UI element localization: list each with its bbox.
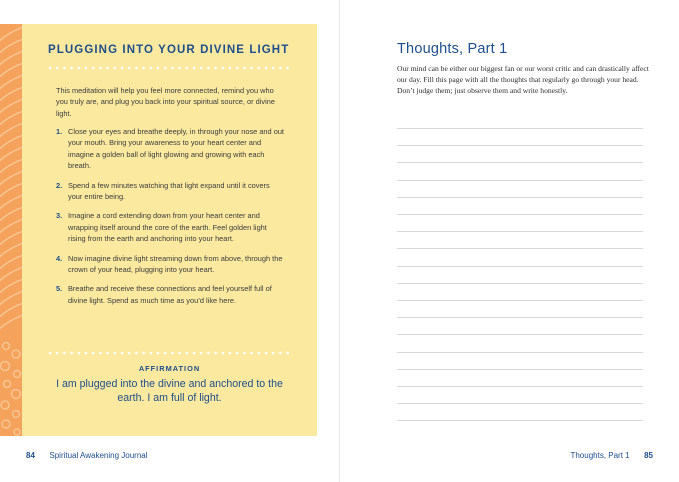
meditation-steps bbox=[56, 126, 284, 314]
divider-dot bbox=[70, 352, 73, 355]
divider-dot bbox=[279, 67, 282, 70]
divider-dot bbox=[286, 352, 289, 355]
divider-dot bbox=[258, 67, 261, 70]
divider-dot bbox=[157, 67, 160, 70]
divider-dot bbox=[193, 352, 196, 355]
divider-dot bbox=[222, 352, 225, 355]
divider-dot bbox=[85, 67, 88, 70]
writing-line bbox=[397, 248, 643, 249]
divider-dot bbox=[265, 352, 268, 355]
writing-line bbox=[397, 369, 643, 370]
divider-dot bbox=[157, 352, 160, 355]
page-gutter bbox=[339, 0, 340, 482]
writing-line bbox=[397, 162, 643, 163]
divider-dot bbox=[250, 67, 253, 70]
divider-dot bbox=[164, 352, 167, 355]
divider-dot bbox=[49, 67, 52, 70]
dotted-divider-top bbox=[48, 66, 294, 70]
divider-dot bbox=[92, 67, 95, 70]
wave-pattern-icon bbox=[0, 24, 22, 436]
step-text: Close your eyes and breathe deeply, in through your nose and out your mouth. Bring your awareness to your heart center and imagine a golden ball of light glowing and growing with each breath. bbox=[68, 127, 284, 171]
panel-title: PLUGGING INTO YOUR DIVINE LIGHT bbox=[48, 44, 290, 56]
writing-line bbox=[397, 334, 643, 335]
divider-dot bbox=[279, 352, 282, 355]
divider-dot bbox=[135, 67, 138, 70]
divider-dot bbox=[114, 352, 117, 355]
divider-dot bbox=[56, 352, 59, 355]
divider-dot bbox=[106, 352, 109, 355]
step-item bbox=[56, 253, 284, 276]
page-title: Thoughts, Part 1 bbox=[397, 41, 508, 57]
divider-dot bbox=[229, 352, 232, 355]
divider-dot bbox=[186, 67, 189, 70]
book-title: Spiritual Awakening Journal bbox=[49, 451, 148, 460]
divider-dot bbox=[222, 67, 225, 70]
meditation-panel bbox=[22, 24, 317, 436]
divider-dot bbox=[200, 67, 203, 70]
divider-dot bbox=[63, 352, 66, 355]
divider-dot bbox=[186, 352, 189, 355]
page-number-right: 85 bbox=[644, 451, 653, 460]
writing-line bbox=[397, 231, 643, 232]
divider-dot bbox=[99, 67, 102, 70]
divider-dot bbox=[178, 352, 181, 355]
divider-dot bbox=[178, 67, 181, 70]
divider-dot bbox=[150, 352, 153, 355]
divider-dot bbox=[164, 67, 167, 70]
writing-line bbox=[397, 180, 643, 181]
divider-dot bbox=[150, 67, 153, 70]
divider-dot bbox=[106, 67, 109, 70]
divider-dot bbox=[207, 352, 210, 355]
divider-dot bbox=[135, 352, 138, 355]
divider-dot bbox=[49, 352, 52, 355]
writing-line bbox=[397, 214, 643, 215]
step-number: 3. bbox=[56, 211, 63, 221]
divider-dot bbox=[142, 352, 145, 355]
writing-lines[interactable] bbox=[397, 128, 643, 424]
divider-dot bbox=[70, 67, 73, 70]
divider-dot bbox=[121, 67, 124, 70]
writing-line bbox=[397, 300, 643, 301]
step-number: 1. bbox=[56, 127, 63, 136]
divider-dot bbox=[128, 352, 131, 355]
divider-dot bbox=[286, 67, 289, 70]
decorative-pattern-strip bbox=[0, 24, 22, 436]
divider-dot bbox=[193, 67, 196, 70]
divider-dot bbox=[142, 67, 145, 70]
divider-dot bbox=[207, 67, 210, 70]
divider-dot bbox=[236, 67, 239, 70]
writing-line bbox=[397, 352, 643, 353]
writing-line bbox=[397, 266, 643, 267]
page-instructions: Our mind can be either our biggest fan or our worst critic and can drastically affect our day. Fill this page with all the thoughts that regularly go through your head. Don’t judge them; just observe them and write honestly. bbox=[397, 64, 649, 96]
step-item bbox=[56, 210, 284, 244]
divider-dot bbox=[121, 352, 124, 355]
divider-dot bbox=[265, 67, 268, 70]
divider-dot bbox=[171, 352, 174, 355]
divider-dot bbox=[272, 352, 275, 355]
divider-dot bbox=[250, 352, 253, 355]
left-folio bbox=[26, 451, 148, 460]
divider-dot bbox=[243, 67, 246, 70]
divider-dot bbox=[99, 352, 102, 355]
divider-dot bbox=[63, 67, 66, 70]
divider-dot bbox=[243, 352, 246, 355]
divider-dot bbox=[214, 352, 217, 355]
step-text: Imagine a cord extending down from your heart center and wrapping itself around the core of the earth. Feel golden light rising from the earth and anchoring into your heart. bbox=[68, 211, 267, 244]
writing-line bbox=[397, 283, 643, 284]
writing-line bbox=[397, 317, 643, 318]
step-number: 2. bbox=[56, 180, 63, 190]
divider-dot bbox=[78, 352, 81, 355]
section-title: Thoughts, Part 1 bbox=[570, 451, 630, 460]
page-number-left: 84 bbox=[26, 451, 35, 460]
divider-dot bbox=[85, 352, 88, 355]
step-text: Breathe and receive these connections and feel yourself full of divine light. Spend as much time as you’d like here. bbox=[68, 284, 272, 305]
writing-line bbox=[397, 145, 643, 146]
right-folio bbox=[570, 451, 653, 460]
step-number: 4. bbox=[56, 253, 63, 263]
divider-dot bbox=[272, 67, 275, 70]
step-item bbox=[56, 180, 284, 203]
step-item bbox=[56, 126, 284, 172]
dotted-divider-bottom bbox=[48, 351, 294, 355]
meditation-intro: This meditation will help you feel more connected, remind you who you truly are, and plug you back into your spiritual source, or divine light. bbox=[56, 86, 275, 118]
writing-line bbox=[397, 197, 643, 198]
affirmation-text: I am plugged into the divine and anchored to the earth. I am full of light. bbox=[56, 378, 283, 405]
step-text: Spend a few minutes watching that light expand until it covers your entire being. bbox=[68, 180, 270, 202]
divider-dot bbox=[171, 67, 174, 70]
step-text: Now imagine divine light streaming down from above, through the crown of your head, plugging into your heart. bbox=[68, 253, 283, 275]
writing-line bbox=[397, 420, 643, 421]
divider-dot bbox=[78, 67, 81, 70]
divider-dot bbox=[114, 67, 117, 70]
step-item bbox=[56, 283, 284, 306]
writing-line bbox=[397, 386, 643, 387]
divider-dot bbox=[258, 352, 261, 355]
affirmation-label: AFFIRMATION bbox=[138, 364, 201, 373]
divider-dot bbox=[56, 67, 59, 70]
divider-dot bbox=[214, 67, 217, 70]
divider-dot bbox=[236, 352, 239, 355]
divider-dot bbox=[92, 352, 95, 355]
writing-line bbox=[397, 403, 643, 404]
divider-dot bbox=[229, 67, 232, 70]
writing-line bbox=[397, 128, 643, 129]
divider-dot bbox=[128, 67, 131, 70]
step-number: 5. bbox=[56, 284, 63, 294]
divider-dot bbox=[200, 352, 203, 355]
